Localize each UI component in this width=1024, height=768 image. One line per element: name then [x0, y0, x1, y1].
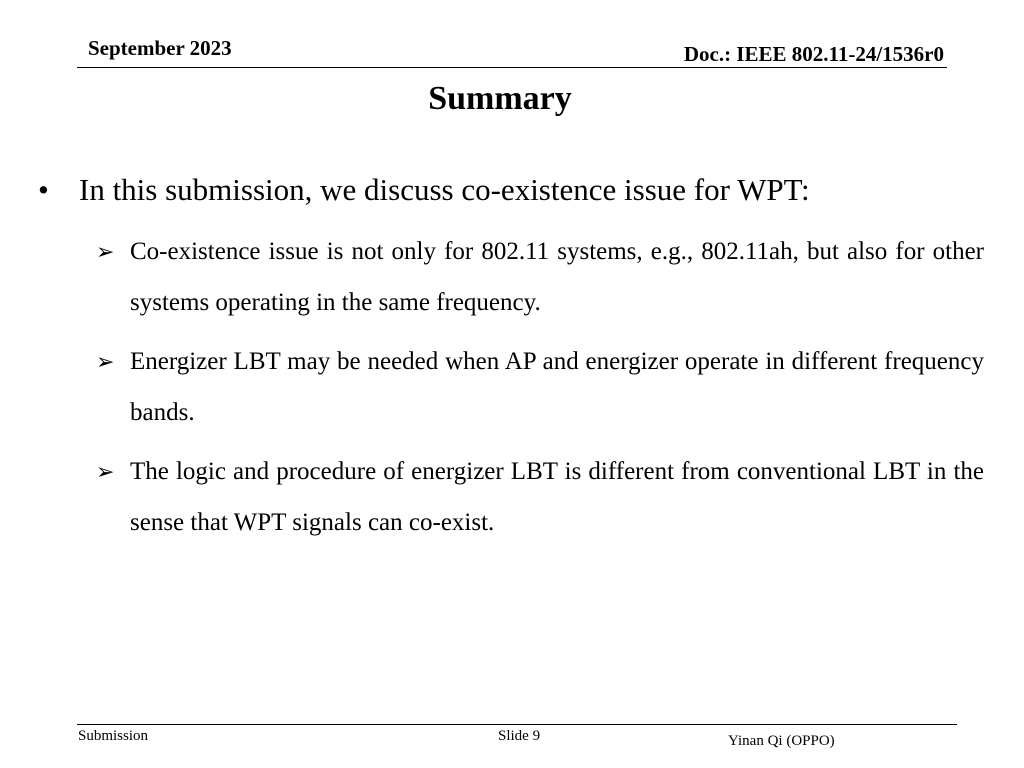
- slide-content: [38, 168, 984, 556]
- sub-bullet-text: Co-existence issue is not only for 802.11 systems, e.g., 802.11ah, but also for other systems operating in the same frequency.: [130, 238, 984, 316]
- sub-bullet-text: The logic and procedure of energizer LBT is different from conventional LBT in the sense that WPT signals can co-exist.: [130, 458, 984, 536]
- slide-title: Summary: [428, 80, 572, 117]
- sub-bullet-text: Energizer LBT may be needed when AP and energizer operate in different frequency bands.: [130, 348, 984, 426]
- sub-bullet-list: [38, 226, 984, 548]
- footer-slide-number: Slide 9: [498, 728, 541, 744]
- arrow-bullet-icon: ➢: [96, 349, 115, 374]
- bullet-dot-icon: •: [38, 172, 49, 207]
- sub-bullet-item: [38, 446, 984, 548]
- arrow-bullet-icon: ➢: [96, 459, 115, 484]
- header-doc-id: Doc.: IEEE 802.11-24/1536r0: [683, 42, 944, 66]
- arrow-bullet-icon: ➢: [96, 239, 115, 264]
- main-bullet: [38, 168, 984, 212]
- footer-submission: Submission: [78, 728, 149, 744]
- main-bullet-text: In this submission, we discuss co-existence issue for WPT:: [79, 172, 810, 207]
- footer-author: Yinan Qi (OPPO): [728, 733, 835, 749]
- sub-bullet-item: [38, 336, 984, 438]
- footer-divider: [77, 724, 957, 725]
- header-date: September 2023: [88, 36, 232, 60]
- header-divider: [77, 67, 947, 68]
- sub-bullet-item: [38, 226, 984, 328]
